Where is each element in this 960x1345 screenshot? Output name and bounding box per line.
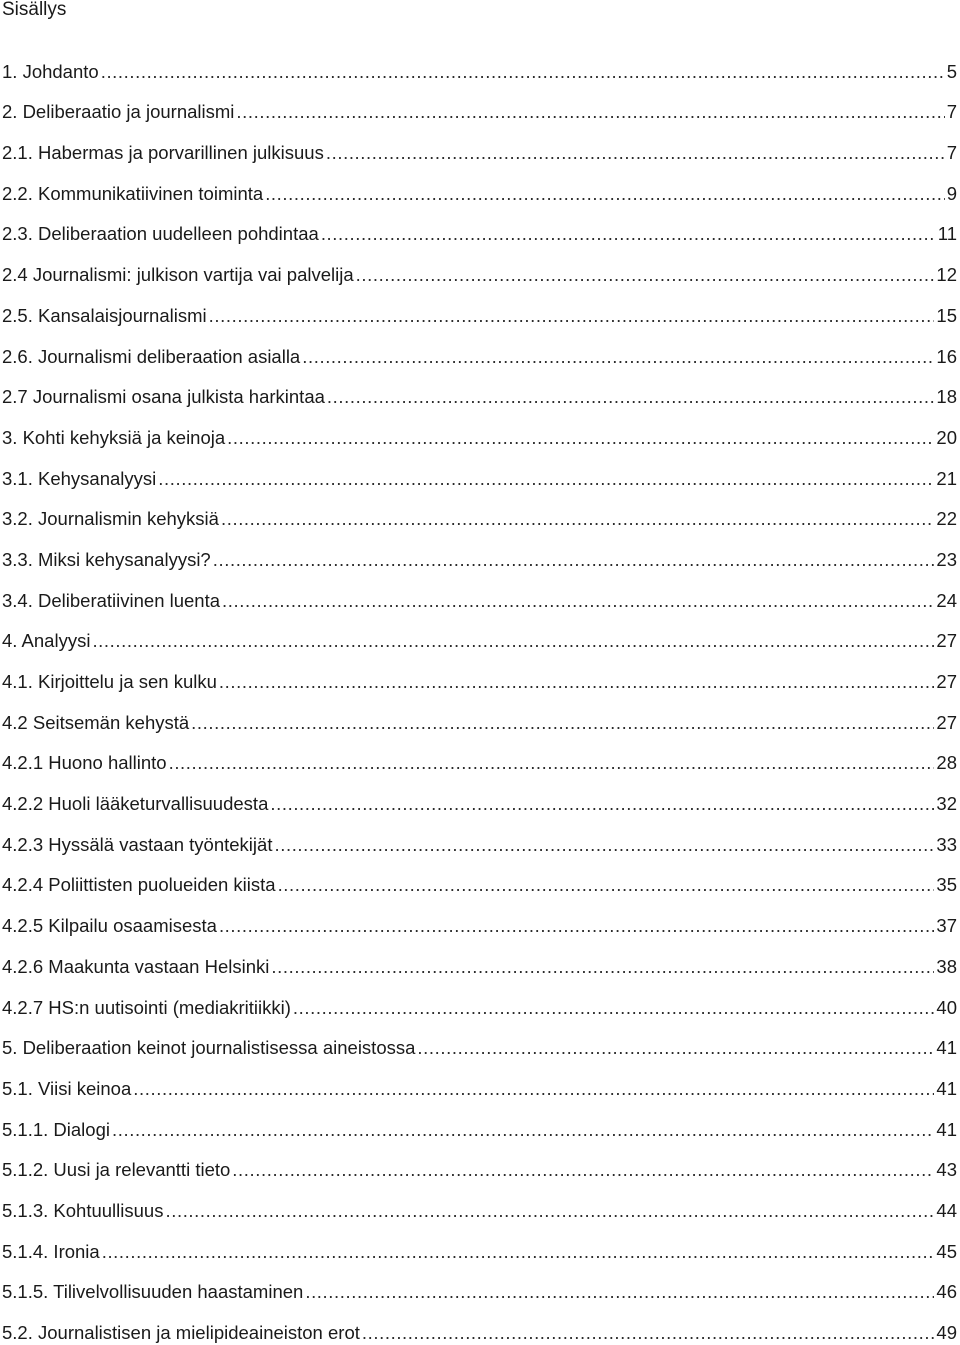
toc-entry[interactable] (2, 124, 957, 165)
toc-entry-label: 4.2.2 Huoli lääketurvallisuudesta (2, 793, 269, 815)
dot-leader (169, 751, 935, 775)
toc-entry-label: 3.4. Deliberatiivinen luenta (2, 589, 221, 611)
toc-entry[interactable] (2, 613, 957, 654)
dot-leader (293, 996, 935, 1020)
toc-entry-label: 5.1.3. Kohtuullisuus (2, 1199, 164, 1221)
toc-page-number: 5 (946, 60, 957, 82)
toc-entry-label: 5. Deliberaation keinot journalistisessa aineistossa (2, 1037, 416, 1059)
toc-entry-label: 4.2.6 Maakunta vastaan Helsinki (2, 955, 270, 977)
dot-leader (321, 222, 936, 246)
toc-page-number: 22 (936, 508, 957, 530)
dot-leader (236, 100, 944, 124)
toc-entry-label: 5.1.2. Uusi ja relevantti tieto (2, 1159, 231, 1181)
toc-page-number: 43 (936, 1159, 957, 1181)
toc-entry[interactable] (2, 531, 957, 572)
dot-leader (274, 833, 934, 857)
dot-leader (102, 1240, 935, 1264)
toc-entry-label: 4.2.1 Huono hallinto (2, 752, 167, 774)
toc-entry[interactable] (2, 246, 957, 287)
toc-page-number: 23 (936, 548, 957, 570)
toc-page-number: 28 (936, 752, 957, 774)
toc-page-number: 27 (936, 671, 957, 692)
dot-leader (302, 345, 934, 369)
toc-page-number: 46 (936, 1281, 957, 1303)
toc-entry[interactable] (2, 369, 957, 410)
toc-page-number: 49 (936, 1322, 957, 1343)
toc-entry[interactable] (2, 1020, 957, 1061)
toc-entry[interactable] (2, 165, 957, 206)
dot-leader (158, 467, 934, 491)
dot-leader (417, 1036, 934, 1060)
toc-page-number: 11 (937, 223, 957, 245)
toc-entry-label: 4. Analyysi (2, 630, 91, 652)
toc-entry[interactable] (2, 857, 957, 898)
toc-entry-label: 4.1. Kirjoittelu ja sen kulku (2, 671, 217, 692)
toc-entry[interactable] (2, 409, 957, 450)
dot-leader (222, 589, 934, 613)
toc-page-number: 21 (936, 467, 957, 489)
toc-page-number: 15 (936, 304, 957, 326)
toc-page-number: 12 (936, 264, 957, 286)
toc-page-number: 9 (946, 182, 957, 204)
toc-entry[interactable] (2, 938, 957, 979)
dot-leader (219, 914, 934, 938)
toc-entry[interactable] (2, 735, 957, 776)
toc-entry[interactable] (2, 450, 957, 491)
toc-entry[interactable] (2, 328, 957, 369)
toc-page-number: 27 (936, 630, 957, 652)
toc-entry-label: 5.1. Viisi keinoa (2, 1077, 132, 1099)
toc-page-number: 44 (936, 1199, 957, 1221)
toc-entry-label: 5.2. Journalistisen ja mielipideaineiston erot (2, 1322, 360, 1343)
toc-entry[interactable] (2, 1142, 957, 1183)
toc-entry-label: 3.2. Journalismin kehyksiä (2, 508, 219, 530)
dot-leader (219, 670, 935, 694)
toc-page-number: 20 (936, 426, 957, 448)
toc-entry[interactable] (2, 979, 957, 1020)
toc-entry-label: 5.1.1. Dialogi (2, 1118, 110, 1140)
toc-entry-label: 3. Kohti kehyksiä ja keinoja (2, 426, 226, 448)
dot-leader (191, 711, 934, 735)
dot-leader (326, 141, 945, 165)
dot-leader (112, 1118, 934, 1142)
dot-leader (278, 873, 935, 897)
dot-leader (265, 182, 945, 206)
toc-page-number: 32 (936, 793, 957, 815)
toc-page-number: 45 (936, 1240, 957, 1262)
toc-page-number: 41 (936, 1037, 957, 1059)
toc-entry[interactable] (2, 572, 957, 613)
toc-entry-label: 2.7 Journalismi osana julkista harkintaa (2, 386, 325, 408)
dot-leader (232, 1158, 934, 1182)
toc-page-number: 37 (936, 915, 957, 937)
toc-entry[interactable] (2, 84, 957, 125)
toc-entry-label: 4.2.3 Hyssälä vastaan työntekijät (2, 833, 273, 855)
toc-page-number: 35 (936, 874, 957, 896)
dot-leader (92, 629, 934, 653)
toc-entry[interactable] (2, 1182, 957, 1223)
dot-leader (271, 955, 934, 979)
toc-page-number: 33 (936, 833, 957, 855)
toc-title: Sisällys (2, 0, 67, 20)
toc-entry-label: 2.4 Journalismi: julkison vartija vai palvelija (2, 264, 354, 286)
toc-entry[interactable] (2, 653, 957, 694)
toc-entry[interactable] (2, 1264, 957, 1305)
dot-leader (165, 1199, 934, 1223)
toc-entry[interactable] (2, 816, 957, 857)
toc-entry-label: 4.2.4 Poliittisten puolueiden kiista (2, 874, 276, 896)
toc-entry-label: 1. Johdanto (2, 60, 99, 82)
toc-entry-label: 5.1.5. Tilivelvollisuuden haastaminen (2, 1281, 304, 1303)
toc-entry[interactable] (2, 287, 957, 328)
toc-page-number: 7 (946, 101, 957, 123)
toc-entry-label: 5.1.4. Ironia (2, 1240, 100, 1262)
toc-entry[interactable] (2, 43, 957, 84)
toc-entry[interactable] (2, 694, 957, 735)
toc-entry-label: 3.3. Miksi kehysanalyysi? (2, 548, 211, 570)
toc-page-number: 27 (936, 711, 957, 733)
dot-leader (356, 263, 935, 287)
toc-page-number: 41 (936, 1077, 957, 1099)
toc-entry-label: 4.2.5 Kilpailu osaamisesta (2, 915, 217, 937)
dot-leader (213, 548, 935, 572)
dot-leader (101, 60, 945, 84)
dot-leader (327, 385, 935, 409)
toc-list (2, 43, 957, 1345)
toc-entry[interactable] (2, 897, 957, 938)
toc-entry-label: 3.1. Kehysanalyysi (2, 467, 157, 489)
toc-entry-label: 2.1. Habermas ja porvarillinen julkisuus (2, 142, 324, 164)
dot-leader (209, 304, 935, 328)
toc-page-number: 41 (936, 1118, 957, 1140)
toc-entry-label: 2.6. Journalismi deliberaation asialla (2, 345, 301, 367)
toc-page-number: 38 (936, 955, 957, 977)
toc-entry[interactable] (2, 491, 957, 532)
toc-entry[interactable] (2, 1304, 957, 1345)
toc-page-number: 24 (936, 589, 957, 611)
dot-leader (133, 1077, 934, 1101)
toc-page-number: 18 (936, 386, 957, 408)
dot-leader (227, 426, 934, 450)
toc-entry-label: 4.2 Seitsemän kehystä (2, 711, 190, 733)
toc-entry[interactable] (2, 1060, 957, 1101)
toc-entry-label: 2.2. Kommunikatiivinen toiminta (2, 182, 264, 204)
toc-page-number: 7 (946, 142, 957, 164)
toc-entry[interactable] (2, 206, 957, 247)
toc-entry[interactable] (2, 1101, 957, 1142)
toc-entry-label: 2.5. Kansalaisjournalismi (2, 304, 207, 326)
toc-entry[interactable] (2, 775, 957, 816)
dot-leader (362, 1321, 935, 1345)
toc-entry-label: 2.3. Deliberaation uudelleen pohdintaa (2, 223, 319, 245)
dot-leader (270, 792, 934, 816)
dot-leader (221, 507, 934, 531)
toc-entry-label: 2. Deliberaatio ja journalismi (2, 101, 235, 123)
toc-entry-label: 4.2.7 HS:n uutisointi (mediakritiikki) (2, 996, 291, 1018)
toc-entry[interactable] (2, 1223, 957, 1264)
dot-leader (305, 1280, 934, 1304)
toc-page-number: 40 (936, 996, 957, 1018)
toc-page-number: 16 (936, 345, 957, 367)
